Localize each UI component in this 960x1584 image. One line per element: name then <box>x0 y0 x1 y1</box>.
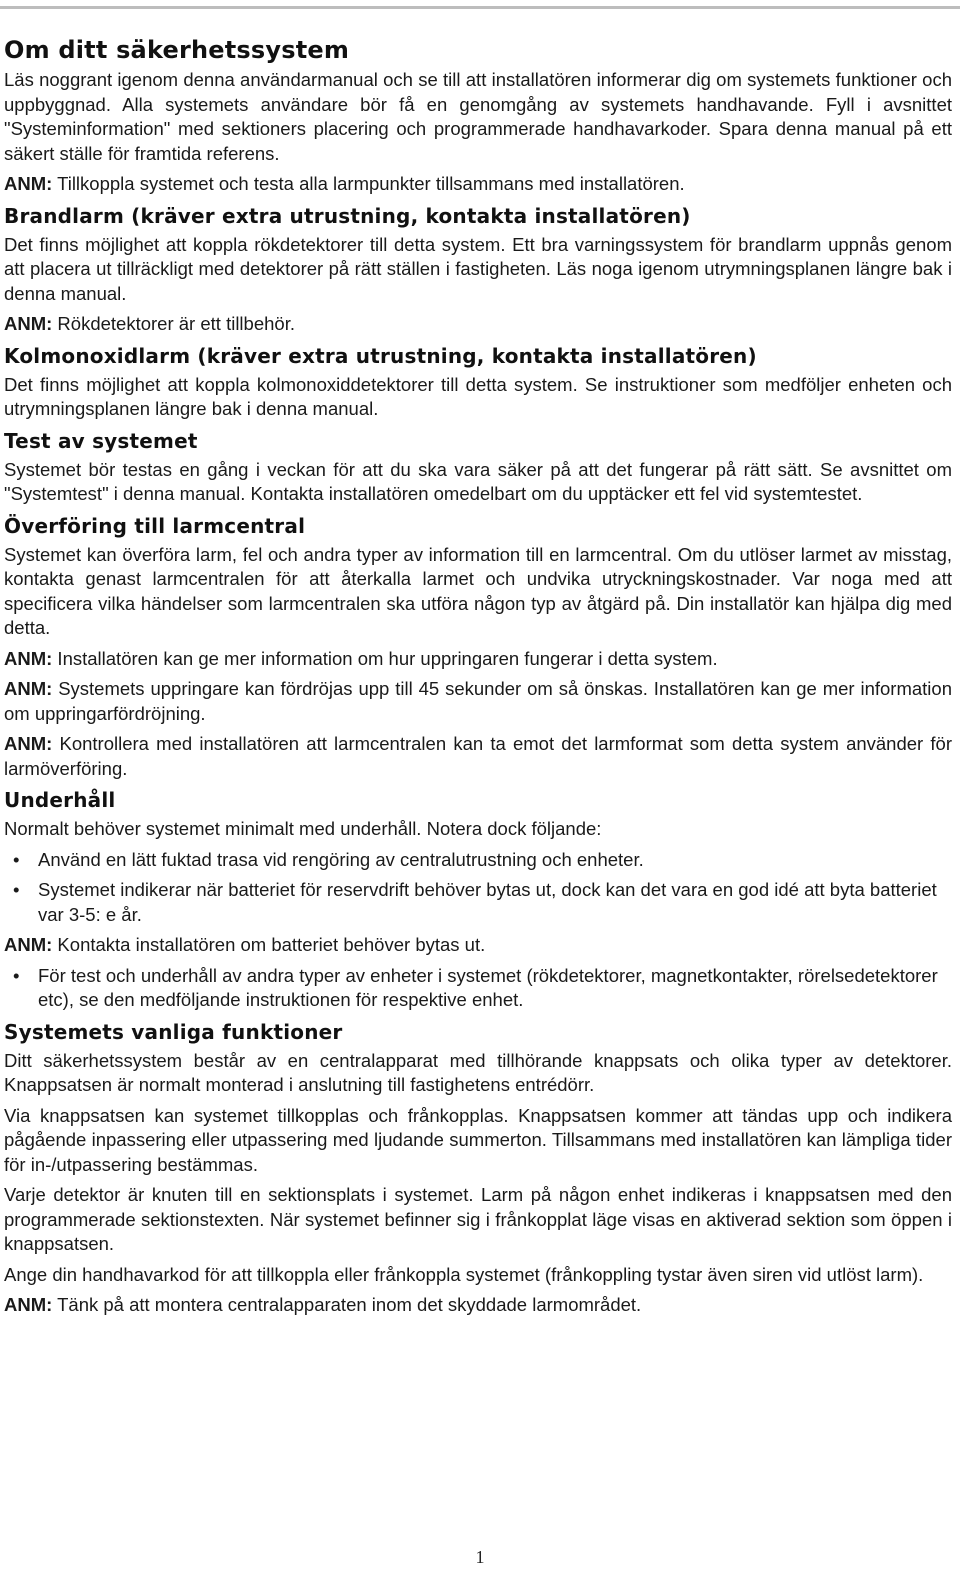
brandlarm-paragraph: Det finns möjlighet att koppla rökdetektorer till detta system. Ett bra varningssystem för brandlarm uppnås genom att placera ut tillräckligt med detektorer på rätt ställen i fastigheten. Läs noga igenom utrymningsplanen längre bak i denna manual. <box>4 233 952 304</box>
funktioner-note <box>4 1293 952 1318</box>
note-text: Installatören kan ge mer information om hur uppringaren fungerar i detta system. <box>52 647 718 669</box>
overforing-note-2 <box>4 677 952 726</box>
top-rule <box>0 6 960 9</box>
note-label: ANM: <box>4 733 53 754</box>
section-heading-kolmonoxidlarm: Kolmonoxidlarm (kräver extra utrustning, kontakta installatören) <box>4 343 757 368</box>
page-number: 1 <box>475 1547 485 1567</box>
section-heading-brandlarm: Brandlarm (kräver extra utrustning, kontakta installatören) <box>4 203 691 228</box>
funktioner-paragraph-1: Ditt säkerhetssystem består av en centralapparat med tillhörande knappsats och olika typer av detektorer. Knappsatsen är normalt monterad i anslutning till fastighetens entrédörr. <box>4 1049 952 1095</box>
section-heading-overforing: Överföring till larmcentral <box>4 513 306 538</box>
overforing-paragraph: Systemet kan överföra larm, fel och andra typer av information till en larmcentral. Om du utlöser larmet av misstag, kontakta genast larmcentralen för att återkalla larmet och undvika utryckningskostnader. Var noga med att specificera vilka händelser som larmcentralen ska utföra någon typ av åtgärd på. Din installatör kan hjälpa dig med detta. <box>4 543 952 638</box>
note-text: Rökdetektorer är ett tillbehör. <box>52 313 295 334</box>
note-text: Kontrollera med installatören att larmcentralen kan ta emot det larmformat som detta system använder för larmöverföring. <box>4 733 952 779</box>
section-heading-underhall: Underhåll <box>4 788 116 812</box>
kolmonoxidlarm-paragraph: Det finns möjlighet att koppla kolmonoxiddetektorer till detta system. Se instruktioner som medföljer enheten och utrymningsplanen längre bak i denna manual. <box>4 373 952 419</box>
underhall-paragraph: Normalt behöver systemet minimalt med underhåll. Notera dock följande: <box>4 818 602 839</box>
bullet-icon: • <box>13 964 20 986</box>
funktioner-paragraph-4: Ange din handhavarkod för att tillkoppla eller frånkoppla systemet (frånkoppling tystar även siren vid utlöst larm). <box>4 1263 924 1285</box>
note-text: Tillkoppla systemet och testa alla larmpunkter tillsammans med installatören. <box>52 173 685 194</box>
underhall-note <box>4 933 952 958</box>
note-label: ANM: <box>4 1294 53 1315</box>
page-title: Om ditt säkerhetssystem <box>4 36 350 64</box>
intro-paragraph: Läs noggrant igenom denna användarmanual och se till att installatören informerar dig om systemets funktioner och uppbyggnad. Alla systemets användare bör få en genomgång av systemets handhavande. Fyll i avsnittet "Systeminformation" med sektioners placering och programmerade handhavarkoder. Spara denna manual på ett säkert ställe för framtida referens. <box>4 69 952 164</box>
note-text: Systemets uppringare kan fördröjas upp till 45 sekunder om så önskas. Installatören kan ge mer information om uppringarfördröjning. <box>4 678 952 724</box>
note-text: Tänk på att montera centralapparaten inom det skyddade larmområdet. <box>52 1294 642 1315</box>
note-label: ANM: <box>4 647 53 669</box>
section-heading-test: Test av systemet <box>4 428 198 453</box>
bullet-icon: • <box>13 879 20 900</box>
overforing-note-1 <box>4 647 952 672</box>
note-label: ANM: <box>4 173 53 194</box>
note-label: ANM: <box>4 313 53 334</box>
brandlarm-note <box>4 312 952 337</box>
funktioner-paragraph-2: Via knappsatsen kan systemet tillkopplas och frånkopplas. Knappsatsen kommer att tändas upp och indikera pågående inpassering eller utpassering med ljudande summerton. Tillsammans med installatören kan lämpliga tider för in-/utpassering bestämmas. <box>4 1104 952 1175</box>
underhall-list-a <box>4 848 952 928</box>
test-paragraph: Systemet bör testas en gång i veckan för att du ska vara säker på att det fungerar på rätt sätt. Se avsnittet om "Systemtest" i denna manual. Kontakta installatören omedelbart om du upptäcker ett fel vid systemtestet. <box>4 458 952 504</box>
note-label: ANM: <box>4 934 53 955</box>
funktioner-paragraph-3: Varje detektor är knuten till en sektionsplats i systemet. Larm på någon enhet indikeras i knappsatsen med den programmerade sektionstexten. När systemet befinner sig i frånkopplat läge visas en aktiverad sektion som öppen i knappsatsen. <box>4 1184 952 1254</box>
overforing-note-3 <box>4 732 952 781</box>
section-heading-funktioner: Systemets vanliga funktioner <box>4 1019 343 1044</box>
note-text: Kontakta installatören om batteriet behöver bytas ut. <box>52 934 486 955</box>
document-body <box>4 36 952 1324</box>
intro-note <box>4 172 952 197</box>
note-label: ANM: <box>4 678 53 699</box>
list-item: • För test och underhåll av andra typer av enheter i systemet (rökdetektorer, magnetkontakter, rörelsedetektorer etc), se den medföljande instruktionen för respektive enhet. <box>13 964 938 1010</box>
underhall-list-b <box>4 964 952 1013</box>
bullet-icon: • <box>13 848 20 870</box>
list-item: • Systemet indikerar när batteriet för reservdrift behöver bytas ut, dock kan det vara en god idé att byta batteriet var 3-5: e år. <box>13 879 937 925</box>
list-item: • Använd en lätt fuktad trasa vid rengöring av centralutrustning och enheter. <box>4 848 952 873</box>
